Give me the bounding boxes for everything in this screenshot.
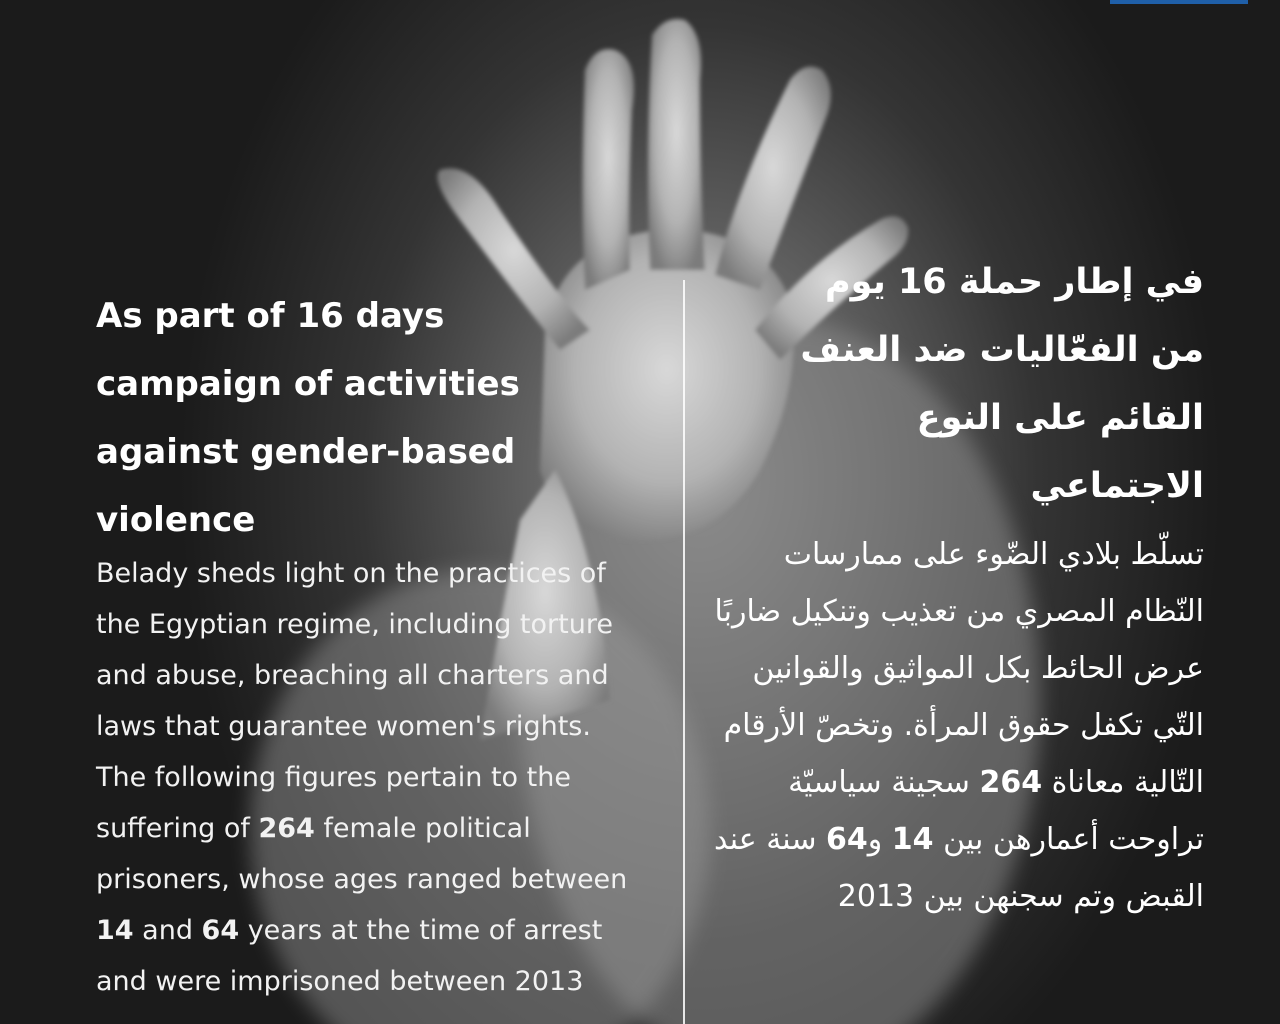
arabic-age-min: 14 <box>891 822 934 857</box>
arabic-body <box>704 526 1204 925</box>
arabic-body-text-2: سجينة سياسيّة تراوحت أعمارهن بين <box>788 765 1204 857</box>
arabic-body-text-3: و <box>867 822 892 857</box>
arabic-prisoner-count: 264 <box>979 765 1043 800</box>
column-divider <box>683 280 685 1024</box>
english-age-min: 14 <box>96 915 134 946</box>
english-body-text-3: and <box>133 915 202 946</box>
english-body-text-1: Belady sheds light on the practices of the Egyptian regime, including torture and abuse, breaching all charters and laws that guarantee women's rights. The following figures pertain to the suffering of <box>96 558 613 844</box>
arabic-body-text-1: تسلّط بلادي الضّوء على ممارسات النّظام المصري من تعذيب وتنكيل ضاربًا عرض الحائط بكل المواثيق والقوانين التّي تكفل حقوق المرأة. وتخصّ الأرقام التّالية معاناة <box>714 537 1204 800</box>
arabic-heading: في إطار حملة 16 يوم من الفعّاليات ضد العنف القائم على النوع الاجتماعي <box>800 262 1204 506</box>
english-body-text-2: female political prisoners, whose ages ranged between <box>96 813 628 895</box>
english-prisoner-count: 264 <box>258 813 315 844</box>
arabic-age-max: 64 <box>826 822 868 857</box>
english-body-text-4: years at the time of arrest and were imprisoned between 2013 <box>96 915 603 997</box>
english-age-max: 64 <box>201 915 240 946</box>
brand-badge <box>1110 0 1248 4</box>
english-heading: As part of 16 days campaign of activities against gender-based violence <box>96 296 520 540</box>
arabic-body-text-4: سنة عند القبض وتم سجنهن بين 2013 <box>713 822 1204 914</box>
english-body <box>96 548 636 1007</box>
